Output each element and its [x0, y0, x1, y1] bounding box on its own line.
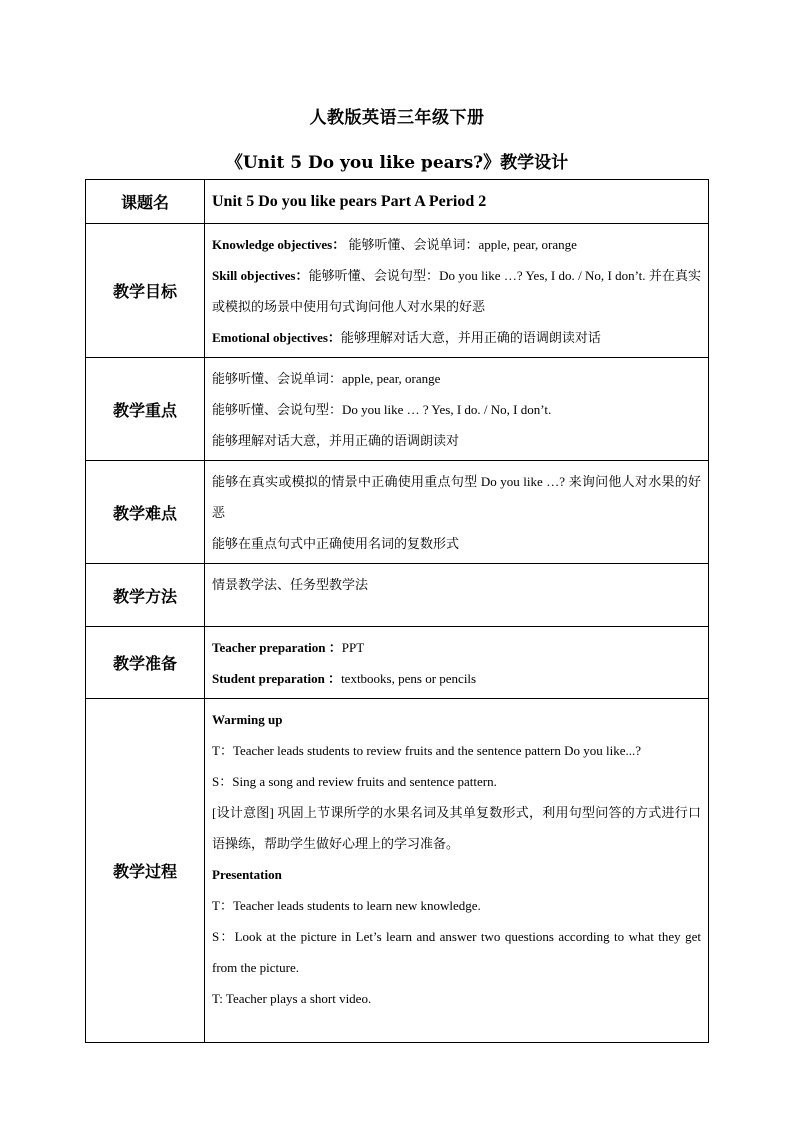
warming-student-activity: S：Sing a song and review fruits and sentence pattern.	[212, 774, 497, 789]
table-row	[86, 627, 709, 699]
topic-value: Unit 5 Do you like pears Part A Period 2	[205, 180, 709, 224]
table-row	[86, 358, 709, 461]
presentation-student-activity: S：Look at the picture in Let’s learn and answer two questions according to what they get from the picture.	[212, 929, 701, 975]
methods-label: 教学方法	[86, 564, 205, 627]
emotional-objective	[212, 322, 701, 353]
process-cell	[205, 699, 709, 1043]
methods-text: 情景教学法、任务型教学法	[205, 564, 709, 627]
knowledge-objective	[212, 229, 701, 260]
document-subtitle: 《Unit 5 Do you like pears?》教学设计	[225, 153, 569, 173]
key-points-label: 教学重点	[86, 358, 205, 461]
presentation-teacher-activity: T：Teacher leads students to learn new knowledge.	[212, 898, 481, 913]
teacher-preparation	[212, 632, 701, 663]
preparation-cell	[205, 627, 709, 699]
presentation-teacher-video: T: Teacher plays a short video.	[212, 991, 372, 1006]
knowledge-objective-label: Knowledge objectives：	[212, 237, 346, 252]
warming-teacher-activity: T：Teacher leads students to review fruits and the sentence pattern Do you like...?	[212, 743, 642, 758]
difficult-point-line: 能够在重点句式中正确使用名词的复数形式	[212, 536, 460, 551]
skill-objective-label: Skill objectives：	[212, 268, 309, 283]
table-row	[86, 461, 709, 564]
topic-label: 课题名	[86, 180, 205, 224]
student-preparation-text: textbooks, pens or pencils	[341, 671, 477, 686]
objectives-cell	[205, 224, 709, 358]
design-intent: [设计意图] 巩固上节课所学的水果名词及其单复数形式，利用句型问答的方式进行口语操练，帮助学生做好心理上的学习准备。	[212, 805, 701, 851]
table-row	[86, 564, 709, 627]
student-preparation-label: Student preparation ：	[212, 671, 342, 686]
key-point-line: 能够听懂、会说句型：Do you like … ? Yes, I do. / No, I don’t.	[212, 402, 552, 417]
student-preparation	[212, 663, 701, 694]
knowledge-objective-text: 能够听懂、会说单词：apple, pear, orange	[345, 237, 577, 252]
key-points-cell	[205, 358, 709, 461]
document-title: 人教版英语三年级下册	[309, 108, 485, 128]
table-row	[86, 224, 709, 358]
teacher-preparation-text: PPT	[341, 640, 365, 655]
difficult-point-line: 能够在真实或模拟的情景中正确使用重点句型 Do you like …? 来询问他人对水果的好恶	[212, 474, 701, 520]
lesson-plan-table	[85, 179, 709, 1043]
preparation-label: 教学准备	[86, 627, 205, 699]
presentation-heading: Presentation	[212, 867, 282, 882]
difficult-points-cell	[205, 461, 709, 564]
difficult-points-label: 教学难点	[86, 461, 205, 564]
process-label: 教学过程	[86, 699, 205, 1043]
key-point-line: 能够理解对话大意，并用正确的语调朗读对	[212, 433, 460, 448]
table-row	[86, 699, 709, 1043]
skill-objective	[212, 260, 701, 322]
teacher-preparation-label: Teacher preparation ：	[212, 640, 342, 655]
warming-up-heading: Warming up	[212, 712, 283, 727]
skill-objective-text: 能够听懂、会说句型：Do you like …? Yes, I do. / No, I don’t. 并在真实或模拟的场景中使用句式询问他人对水果的好恶	[212, 268, 702, 314]
table-row	[86, 180, 709, 224]
objectives-label: 教学目标	[86, 224, 205, 358]
key-point-line: 能够听懂、会说单词：apple, pear, orange	[212, 371, 441, 386]
emotional-objective-text: 能够理解对话大意，并用正确的语调朗读对话	[340, 330, 601, 345]
emotional-objective-label: Emotional objectives：	[212, 330, 341, 345]
